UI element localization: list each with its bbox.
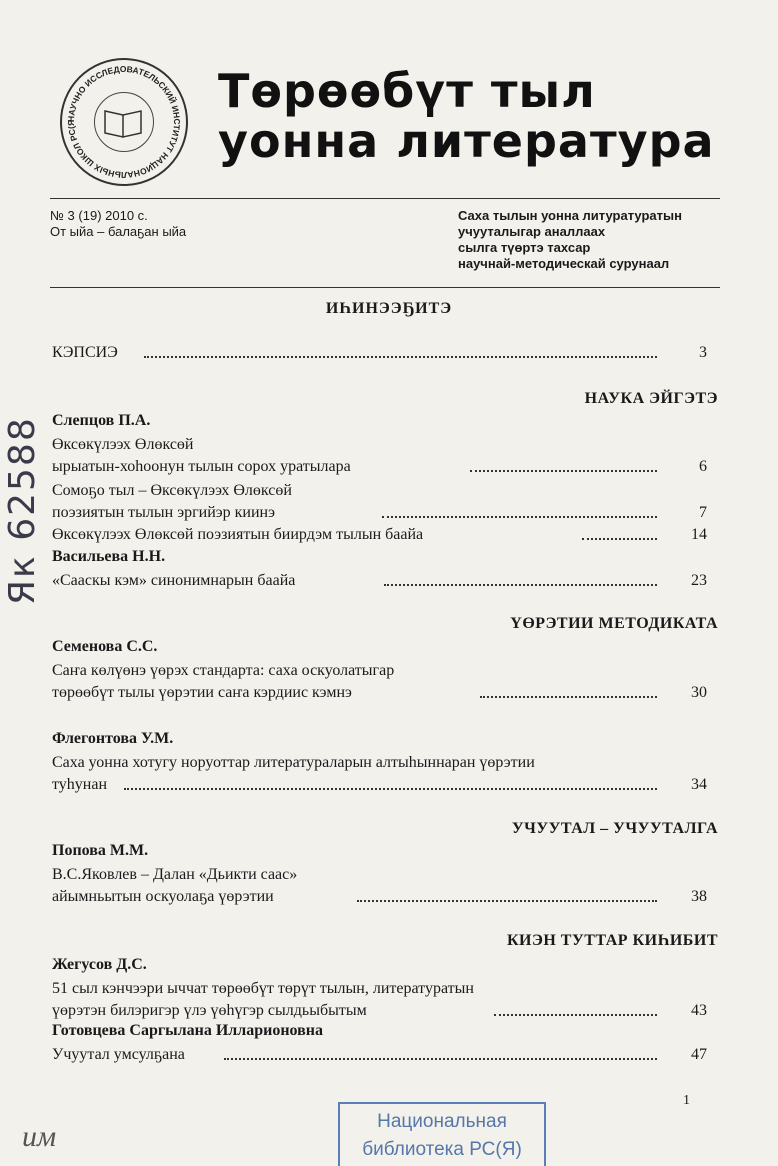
description-line: научнай-методическай сурунаал xyxy=(458,256,670,271)
toc-entry xyxy=(52,752,707,796)
leader-dots xyxy=(144,356,657,358)
entry-title: 51 сыл кэнчээри ыччат төрөөбүт төрүт тылын, литературатын xyxy=(52,980,474,997)
leader-dots xyxy=(357,900,657,902)
svg-text:НАУЧНО ИССЛЕДОВАТЕЛЬСКИЙ ИНСТИ: НАУЧНО ИССЛЕДОВАТЕЛЬСКИЙ ИНСТИТУТ НАЦИОНАЛЬНЫХ ШКОЛ РС(Я xyxy=(65,63,183,181)
leader-dots xyxy=(582,538,657,540)
entry-page: 43 xyxy=(691,1002,707,1019)
leader-dots xyxy=(382,516,657,518)
issue-number: № 3 (19) 2010 с. xyxy=(50,208,148,223)
entry-title: туһунан xyxy=(52,776,108,793)
entry-page: 6 xyxy=(699,458,707,475)
header-rule-top xyxy=(50,198,720,199)
entry-title: Саҥа көлүөнэ үөрэх стандарта: саха оскуолатыгар xyxy=(52,662,395,679)
section-heading: ҮӨРЭТИИ МЕТОДИКАТА xyxy=(510,615,718,632)
entry-title: Өксөкүлээх Өлөксөй xyxy=(52,436,194,453)
entry-title: Сомоҕо тыл – Өксөкүлээх Өлөксөй xyxy=(52,482,292,499)
issue-months: От ыйа – балаҕан ыйа xyxy=(50,224,187,239)
author-name: Васильева Н.Н. xyxy=(52,548,166,565)
toc-entry xyxy=(52,1044,707,1066)
description-line: сылга түөртэ тахсар xyxy=(458,240,591,255)
logo-book-emblem xyxy=(94,92,154,152)
header-rule-bottom xyxy=(50,287,720,288)
entry-title: Өксөкүлээх Өлөксөй поэзиятын биирдэм тылын баайа xyxy=(52,526,424,543)
book-icon xyxy=(95,93,152,150)
entry-title: КЭПСИЭ xyxy=(52,344,118,361)
section-heading: УЧУУТАЛ – УЧУУТАЛГА xyxy=(511,820,718,837)
toc-entry xyxy=(52,864,707,908)
journal-title xyxy=(218,66,715,166)
entry-title: В.С.Яковлев – Далан «Дьикти саас» xyxy=(52,866,298,883)
author-name: Жегусов Д.С. xyxy=(52,956,147,973)
description-line: Саха тылын уонна литуратуратын xyxy=(458,208,682,223)
entry-page: 14 xyxy=(691,526,707,543)
author-name: Флегонтова У.М. xyxy=(52,730,174,747)
entry-title: «Сааскы кэм» синонимнарын баайа xyxy=(52,572,296,589)
entry-title: поэзиятын тылын эргийэр киинэ xyxy=(52,504,275,521)
stamp-line: Национальная xyxy=(377,1111,507,1132)
entry-title: Саха уонна хотугу норуоттар литератураларын алтыһыннаран үөрэтии xyxy=(52,754,535,771)
issue-info xyxy=(50,208,186,240)
leader-dots xyxy=(124,788,657,790)
entry-title: Учуутал умсулҕана xyxy=(52,1046,185,1063)
section-heading: НАУКА ЭЙГЭТЭ xyxy=(584,390,718,407)
journal-title-line2: уонна литература xyxy=(218,114,715,168)
entry-page: 30 xyxy=(691,684,707,701)
section-heading: КИЭН ТУТТАР КИҺИБИТ xyxy=(506,932,718,949)
toc-entry xyxy=(52,978,707,1022)
leader-dots xyxy=(470,470,657,472)
journal-title-line1: Төрөөбүт тыл xyxy=(218,64,596,118)
handwritten-shelfmark: Як 62588 xyxy=(2,416,43,605)
entry-title: төрөөбүт тылы үөрэтии саҥа кэрдиис кэмнэ xyxy=(52,684,352,701)
author-name: Семенова С.С. xyxy=(52,638,158,655)
leader-dots xyxy=(224,1058,657,1060)
author-name: Готовцева Саргылана Илларионовна xyxy=(52,1022,324,1039)
journal-description xyxy=(458,208,682,272)
toc-entry xyxy=(52,342,707,364)
entry-title: үөрэтэн билэригэр үлэ үөһүгэр сылдьыбытым xyxy=(52,1002,367,1019)
entry-page: 34 xyxy=(691,776,707,793)
library-stamp xyxy=(338,1102,546,1166)
toc-entry xyxy=(52,480,707,524)
stamp-line: библиотека РС(Я) xyxy=(362,1139,522,1160)
page-number: 1 xyxy=(683,1093,690,1108)
handwritten-signature: им xyxy=(22,1120,57,1153)
entry-page: 23 xyxy=(691,572,707,589)
toc-entry xyxy=(52,570,707,592)
leader-dots xyxy=(384,584,657,586)
entry-page: 47 xyxy=(691,1046,707,1063)
entry-page: 3 xyxy=(699,344,707,361)
entry-title: ырыатын-хоһоонун тылын сорох уратылара xyxy=(52,458,351,475)
toc-heading: ИҺИНЭЭҔИТЭ xyxy=(325,300,453,317)
toc-entry xyxy=(52,434,707,478)
author-name: Попова М.М. xyxy=(52,842,149,859)
entry-page: 38 xyxy=(691,888,707,905)
institute-logo-seal xyxy=(60,58,188,186)
entry-title: айымньытын оскуолаҕа үөрэтии xyxy=(52,888,274,905)
leader-dots xyxy=(480,696,657,698)
leader-dots xyxy=(494,1014,657,1016)
description-line: учууталыгар аналлаах xyxy=(458,224,606,239)
toc-entry xyxy=(52,524,707,546)
author-name: Слепцов П.А. xyxy=(52,412,151,429)
toc-entry xyxy=(52,660,707,704)
entry-page: 7 xyxy=(699,504,707,521)
